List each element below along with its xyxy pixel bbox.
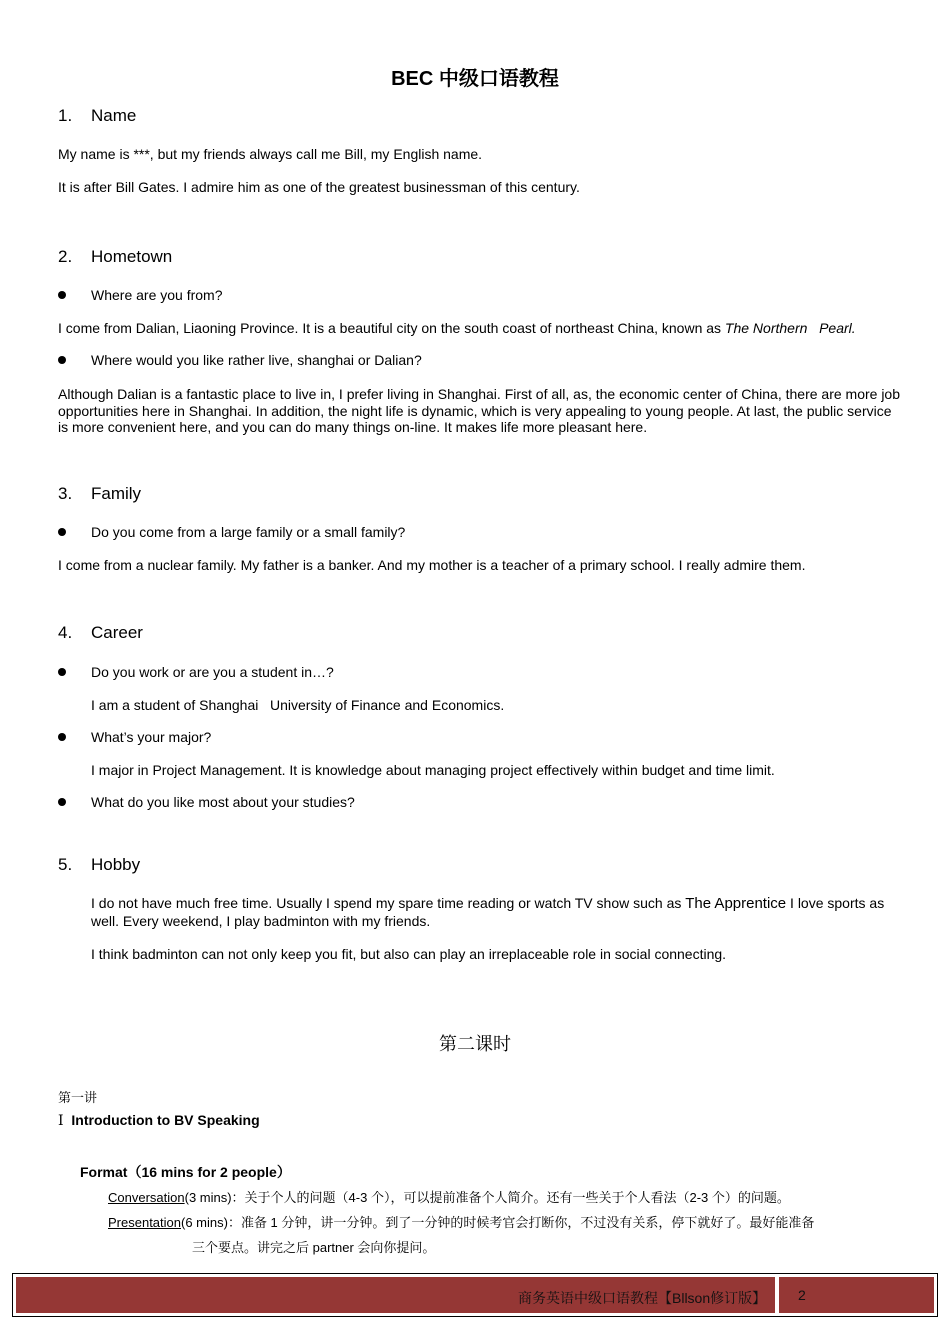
- hobby-paragraph-2: I think badminton can not only keep you fit, but also can play an irreplaceable role in social connecting.: [91, 946, 727, 962]
- career-question-3: [58, 794, 658, 812]
- presentation-line: [108, 1212, 814, 1231]
- bullet-icon: [58, 668, 66, 676]
- section-number: 2.: [58, 247, 73, 266]
- hometown-answer-1: [58, 320, 856, 337]
- bullet-icon: [58, 798, 66, 806]
- section-number: 4.: [58, 623, 73, 642]
- question-text: What’s your major?: [91, 729, 212, 745]
- bullet-icon: [58, 356, 66, 364]
- hometown-question-2: [58, 352, 658, 370]
- section-heading-hobby: [58, 855, 358, 875]
- question-text: Do you work or are you a student in…?: [91, 664, 334, 680]
- presentation-line-2: 三个要点。讲完之后 partner 会向你提问。: [192, 1240, 436, 1255]
- section-heading-hometown: [58, 247, 358, 267]
- section-title: Family: [91, 484, 142, 503]
- bullet-icon: [58, 528, 66, 536]
- hometown-question-1: [58, 287, 658, 305]
- intro-heading: [58, 1112, 260, 1129]
- question-text: Where would you like rather live, shanghai or Dalian?: [91, 352, 422, 368]
- lecture-label: 第一讲: [58, 1091, 98, 1106]
- section-title: Name: [91, 106, 137, 125]
- nickname-text: The Northern Pearl.: [724, 320, 856, 336]
- section-number: 1.: [58, 106, 73, 125]
- hometown-answer-2: Although Dalian is a fantastic place to live in, I prefer living in Shanghai. First of all, as, the economic center of China, there are more job opportunities here in Shanghai. In addition, the night life is dynamic, which is very appealing to young people. At last, the public service is more convenient here, and you can do many things on-line. It makes life more pleasant here.: [58, 386, 900, 435]
- name-paragraph-2: It is after Bill Gates. I admire him as one of the greatest businessman of this century.: [58, 179, 580, 195]
- format-detail: （16 mins for 2 people）: [127, 1164, 291, 1180]
- section-title: Hobby: [91, 855, 141, 874]
- presentation-text: (6 mins)：准备 1 分钟，讲一分钟。到了一分钟的时候考官会打断你，不过没有关系，停下就好了。最好能准备: [181, 1215, 815, 1230]
- hobby-text: I love sports as well. Every weekend, I play badminton with my friends.: [91, 895, 885, 929]
- roman-numeral: Ⅰ: [58, 1113, 64, 1129]
- bullet-icon: [58, 291, 66, 299]
- section-heading-name: [58, 106, 358, 126]
- lesson-title: 第二课时: [439, 1034, 511, 1054]
- tv-show-name: The Apprentice: [685, 895, 787, 912]
- career-question-1: [58, 664, 658, 682]
- page-number: 2: [798, 1287, 806, 1303]
- family-answer-1: I come from a nuclear family. My father is a banker. And my mother is a teacher of a primary school. I really admire them.: [58, 557, 806, 573]
- career-answer-2: I major in Project Management. It is knowledge about managing project effectively within budget and time limit.: [91, 762, 775, 778]
- document-title: BEC 中级口语教程: [391, 68, 559, 90]
- footer: [12, 1273, 938, 1317]
- question-text: What do you like most about your studies?: [91, 794, 355, 810]
- section-heading-family: [58, 484, 358, 504]
- conversation-label: Conversation: [108, 1190, 185, 1205]
- conversation-text: (3 mins)：关于个人的问题（4-3 个），可以提前准备个人简介。还有一些关于个人看法（2-3 个）的问题。: [184, 1190, 790, 1205]
- presentation-label: Presentation: [108, 1215, 181, 1230]
- hobby-paragraph-1: [91, 895, 903, 929]
- family-question-1: [58, 524, 658, 542]
- bullet-icon: [58, 733, 66, 741]
- format-heading: [80, 1162, 291, 1182]
- footer-divider: [775, 1277, 779, 1313]
- footer-title: 商务英语中级口语教程【Bllson修订版】: [518, 1290, 767, 1306]
- answer-text: I come from Dalian, Liaoning Province. It is a beautiful city on the south coast of northeast China, known as: [58, 320, 725, 336]
- hobby-text: I do not have much free time. Usually I spend my spare time reading or watch TV show such as: [91, 895, 686, 911]
- section-number: 5.: [58, 855, 73, 874]
- format-label: Format: [80, 1164, 128, 1180]
- section-heading-career: [58, 623, 358, 643]
- career-answer-1: I am a student of Shanghai University of Finance and Economics.: [91, 697, 505, 713]
- career-question-2: [58, 729, 658, 747]
- name-paragraph-1: My name is ***, but my friends always call me Bill, my English name.: [58, 146, 483, 162]
- section-number: 3.: [58, 484, 73, 503]
- question-text: Where are you from?: [91, 287, 223, 303]
- section-title: Hometown: [91, 247, 173, 266]
- conversation-line: [108, 1187, 790, 1206]
- footer-bar: [16, 1277, 934, 1313]
- question-text: Do you come from a large family or a small family?: [91, 524, 406, 540]
- intro-title: Introduction to BV Speaking: [71, 1112, 260, 1128]
- section-title: Career: [91, 623, 143, 642]
